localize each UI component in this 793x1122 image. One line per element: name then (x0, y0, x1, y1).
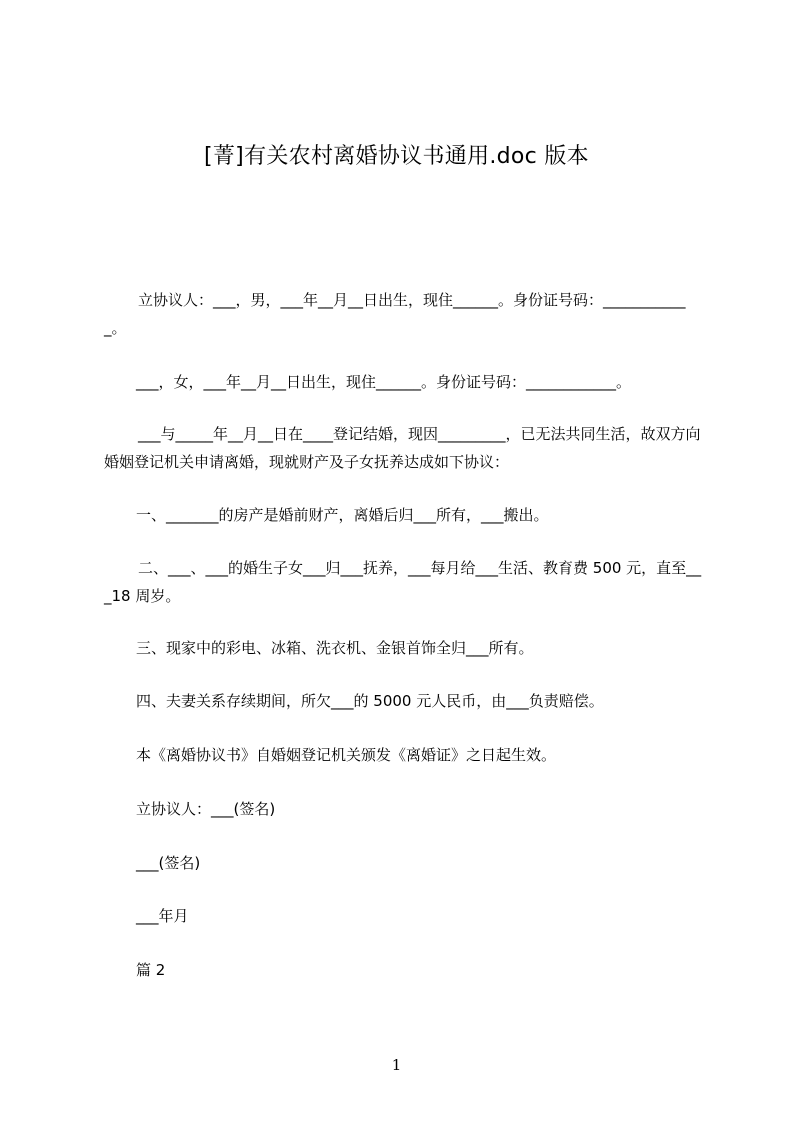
paragraph-effective: 本《离婚协议书》自婚姻登记机关颁发《离婚证》之日起生效。 (136, 746, 557, 764)
signature-line-one: 立协议人：___(签名) (136, 800, 276, 818)
paragraph-clause-one: 一、_______的房产是婚前财产，离婚后归___所有，___搬出。 (136, 506, 549, 524)
paragraph-marriage-info: ___与_____年__月__日在____登记结婚，现因_________，已无法共同生活，故双方向婚姻登记机关申请离婚，现就财产及子女抚养达成如下协议： (104, 425, 701, 471)
section-heading-part-two: 篇 2 (136, 961, 166, 979)
paragraph-party-one: 立协议人：___，男，___年__月__日出生，现住______。身份证号码：____________。 (104, 291, 686, 337)
paragraph-party-two: ___，女，___年__月__日出生，现住______。身份证号码：____________。 (136, 373, 632, 391)
paragraph-clause-three: 三、现家中的彩电、冰箱、洗衣机、金银首饰全归___所有。 (136, 639, 534, 657)
page-number: 1 (391, 1056, 402, 1074)
document-title: [菁]有关农村离婚协议书通用.doc 版本 (204, 144, 589, 169)
date-line: ___年月 (136, 907, 189, 925)
paragraph-clause-four: 四、夫妻关系存续期间，所欠___的 5000 元人民币，由___负责赔偿。 (136, 692, 604, 710)
signature-line-two: ___(签名) (136, 854, 201, 872)
paragraph-clause-two: 二、___、___的婚生子女___归___抚养，___每月给___生活、教育费 500 元，直至___18 周岁。 (104, 559, 702, 605)
